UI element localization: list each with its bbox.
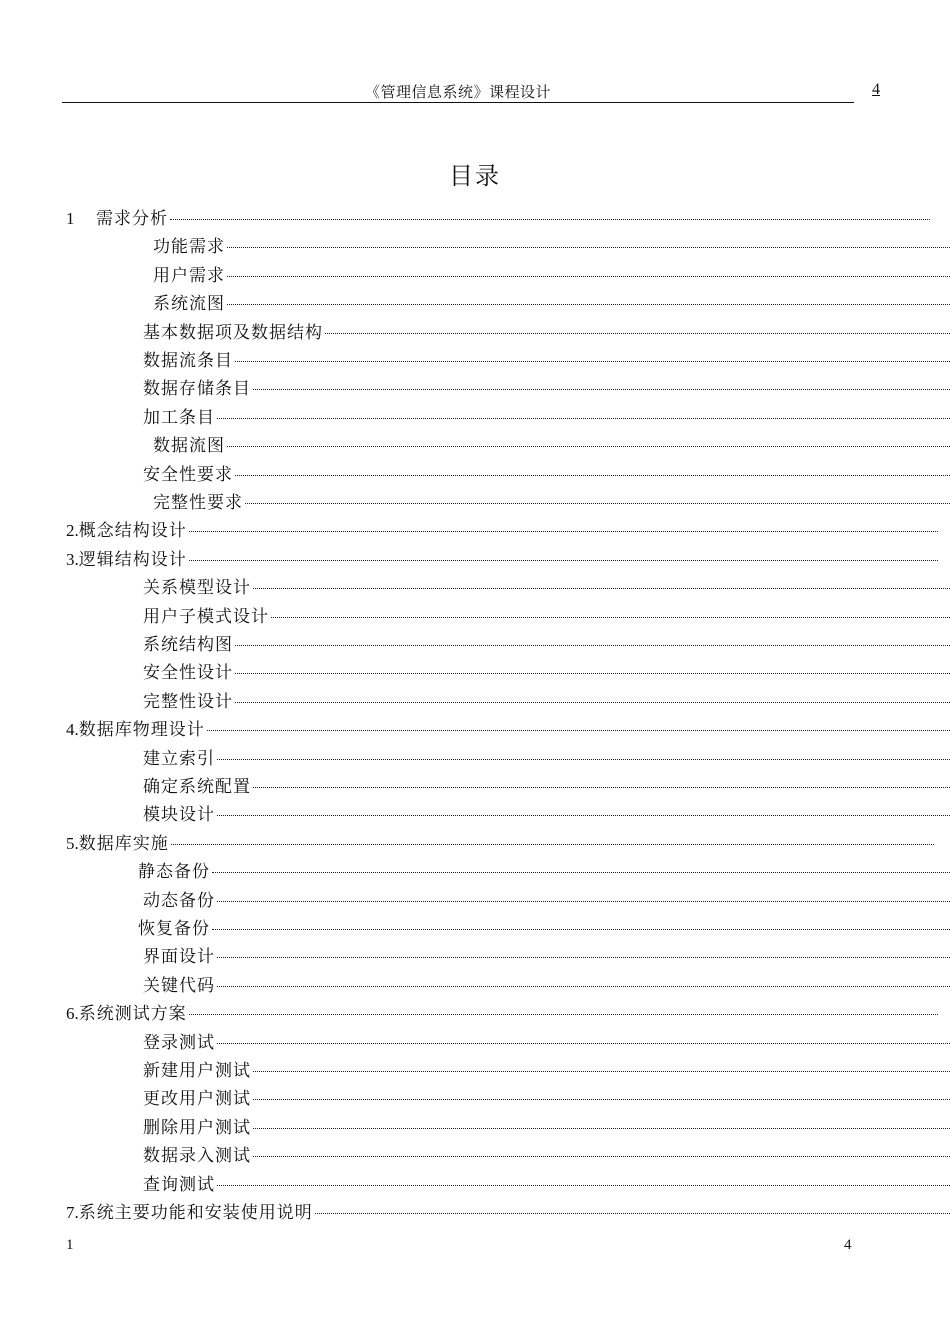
toc-dot-leader bbox=[253, 389, 950, 390]
toc-entry-label: 用户需求 bbox=[153, 265, 225, 286]
toc-dot-leader bbox=[271, 617, 950, 618]
toc-entry-label: 界面设计 bbox=[143, 947, 215, 968]
toc-entry[interactable] bbox=[143, 347, 950, 375]
toc-dot-leader bbox=[189, 531, 938, 532]
toc-dot-leader bbox=[253, 1071, 950, 1072]
header-page-number: 4 bbox=[872, 81, 880, 98]
toc-dot-leader bbox=[235, 475, 950, 476]
toc-dot-leader bbox=[227, 446, 950, 447]
toc-dot-leader bbox=[253, 787, 950, 788]
toc-dot-leader bbox=[235, 645, 950, 646]
toc-entry[interactable] bbox=[143, 972, 950, 1000]
page-header bbox=[62, 80, 854, 103]
toc-entry[interactable] bbox=[66, 1000, 938, 1028]
toc-dot-leader bbox=[217, 418, 950, 419]
toc-entry-label: 安全性要求 bbox=[143, 464, 233, 485]
toc-entry-label: 完整性要求 bbox=[153, 493, 243, 513]
toc-entry-label: 关键代码 bbox=[143, 975, 215, 996]
toc-dot-leader bbox=[217, 815, 950, 816]
toc-entry-label: 加工条目 bbox=[143, 407, 215, 428]
toc-entry[interactable] bbox=[153, 290, 950, 318]
toc-entry[interactable] bbox=[153, 432, 950, 460]
toc-entry[interactable] bbox=[66, 205, 930, 233]
toc-entry[interactable] bbox=[143, 745, 950, 773]
toc-entry-label: 基本数据项及数据结构 bbox=[143, 322, 323, 343]
toc-entry-number: 2. bbox=[66, 521, 79, 541]
toc-dot-leader bbox=[253, 588, 950, 589]
toc-entry[interactable] bbox=[66, 546, 938, 574]
toc-entry[interactable] bbox=[138, 915, 950, 943]
toc-entry-label: 建立索引 bbox=[143, 748, 215, 769]
toc-entry[interactable] bbox=[143, 461, 950, 489]
toc-entry[interactable] bbox=[138, 858, 950, 886]
toc-entry-label: 查询测试 bbox=[143, 1174, 215, 1195]
toc-entry-label: 登录测试 bbox=[143, 1032, 215, 1053]
toc-entry-label: 系统测试方案 bbox=[78, 1004, 187, 1025]
toc-entry-label: 数据流条目 bbox=[143, 351, 233, 371]
toc-entry[interactable] bbox=[143, 1171, 950, 1199]
toc-entry-label: 概念结构设计 bbox=[78, 521, 187, 542]
toc-dot-leader bbox=[217, 957, 950, 958]
toc-entry-label: 数据存储条目 bbox=[143, 379, 251, 400]
toc-entry-number: 6. bbox=[66, 1004, 79, 1024]
toc-entry-label: 安全性设计 bbox=[143, 663, 233, 684]
toc-dot-leader bbox=[171, 844, 934, 845]
toc-entry-label: 系统结构图 bbox=[143, 635, 233, 655]
toc-entry-label: 用户子模式设计 bbox=[143, 606, 269, 627]
toc-entry[interactable] bbox=[153, 233, 950, 261]
toc-entry-label: 系统主要功能和安装使用说明 bbox=[78, 1203, 313, 1223]
toc-entry-number: 4. bbox=[66, 720, 79, 740]
toc-dot-leader bbox=[170, 219, 930, 220]
toc-dot-leader bbox=[315, 1213, 950, 1214]
toc-entry-label: 逻辑结构设计 bbox=[78, 549, 187, 570]
toc-entry[interactable] bbox=[153, 489, 950, 517]
toc-entry[interactable] bbox=[143, 375, 950, 403]
footer-left-number: 1 bbox=[66, 1237, 74, 1253]
toc-entry[interactable] bbox=[153, 262, 950, 290]
toc-entry[interactable] bbox=[143, 1114, 950, 1142]
toc-entry[interactable] bbox=[143, 631, 950, 659]
toc-entry[interactable] bbox=[66, 1199, 950, 1227]
toc-entry-number: 1 bbox=[66, 209, 75, 228]
toc-entry-label: 动态备份 bbox=[143, 890, 215, 911]
toc-dot-leader bbox=[235, 361, 950, 362]
toc-entry[interactable] bbox=[143, 603, 950, 631]
toc-dot-leader bbox=[227, 247, 950, 248]
toc-entry[interactable] bbox=[143, 801, 950, 829]
toc-entry-label: 静态备份 bbox=[138, 862, 210, 883]
toc-entry[interactable] bbox=[143, 887, 950, 915]
toc-entry-label: 确定系统配置 bbox=[143, 777, 251, 797]
toc-entry-label: 更改用户测试 bbox=[143, 1089, 251, 1110]
toc-entry-label: 数据库物理设计 bbox=[78, 720, 205, 741]
toc-entry[interactable] bbox=[143, 1029, 950, 1057]
toc-entry-label: 功能需求 bbox=[153, 237, 225, 258]
toc-dot-leader bbox=[325, 333, 950, 334]
toc-entry-number: 5. bbox=[66, 833, 79, 853]
toc-entry-number: 7. bbox=[66, 1203, 79, 1222]
toc-entry-label: 模块设计 bbox=[143, 805, 215, 826]
toc-dot-leader bbox=[212, 929, 950, 930]
toc-dot-leader bbox=[217, 1185, 950, 1186]
toc-entry[interactable] bbox=[143, 1057, 950, 1085]
toc-entry[interactable] bbox=[143, 943, 950, 971]
toc-dot-leader bbox=[217, 901, 950, 902]
toc-dot-leader bbox=[253, 1128, 950, 1129]
footer-right-number: 4 bbox=[844, 1237, 852, 1253]
toc-dot-leader bbox=[189, 560, 938, 561]
toc-entry[interactable] bbox=[66, 830, 934, 858]
toc-entry-label: 新建用户测试 bbox=[143, 1061, 251, 1081]
toc-entry[interactable] bbox=[143, 574, 950, 602]
toc-dot-leader bbox=[227, 276, 950, 277]
toc-entry[interactable] bbox=[143, 773, 950, 801]
toc-entry[interactable] bbox=[143, 1085, 950, 1113]
toc-entry-label: 数据录入测试 bbox=[143, 1146, 251, 1167]
toc-entry[interactable] bbox=[143, 1142, 950, 1170]
toc-entry-label: 数据流图 bbox=[153, 436, 225, 457]
toc-dot-leader bbox=[217, 986, 950, 987]
toc-entry-label: 需求分析 bbox=[96, 209, 168, 229]
toc-entry-label: 恢复备份 bbox=[138, 919, 210, 939]
toc-entry-label: 完整性设计 bbox=[143, 691, 233, 712]
toc-dot-leader bbox=[217, 1043, 950, 1044]
toc-dot-leader bbox=[235, 702, 950, 703]
toc-entry[interactable] bbox=[143, 688, 950, 716]
toc-entry[interactable] bbox=[143, 659, 950, 687]
toc-dot-leader bbox=[245, 503, 950, 504]
toc-dot-leader bbox=[235, 673, 950, 674]
toc-entry[interactable] bbox=[143, 319, 950, 347]
toc-entry[interactable] bbox=[143, 404, 950, 432]
toc-dot-leader bbox=[217, 759, 950, 760]
toc-entry-label: 关系模型设计 bbox=[143, 578, 251, 599]
toc-dot-leader bbox=[253, 1099, 950, 1100]
toc-title: 目录 bbox=[449, 162, 501, 190]
toc-entry-label: 删除用户测试 bbox=[143, 1117, 251, 1138]
toc-entry-label: 系统流图 bbox=[153, 294, 225, 315]
toc-entry-label: 数据库实施 bbox=[78, 833, 169, 854]
toc-entry[interactable] bbox=[66, 517, 938, 545]
toc-entry[interactable] bbox=[66, 716, 950, 744]
toc-dot-leader bbox=[227, 304, 950, 305]
header-title: 《管理信息系统》课程设计 bbox=[364, 83, 551, 101]
toc-entry-number: 3. bbox=[66, 549, 79, 569]
toc-dot-leader bbox=[253, 1156, 950, 1157]
toc-dot-leader bbox=[207, 730, 950, 731]
toc-dot-leader bbox=[212, 872, 950, 873]
toc-dot-leader bbox=[189, 1014, 938, 1015]
